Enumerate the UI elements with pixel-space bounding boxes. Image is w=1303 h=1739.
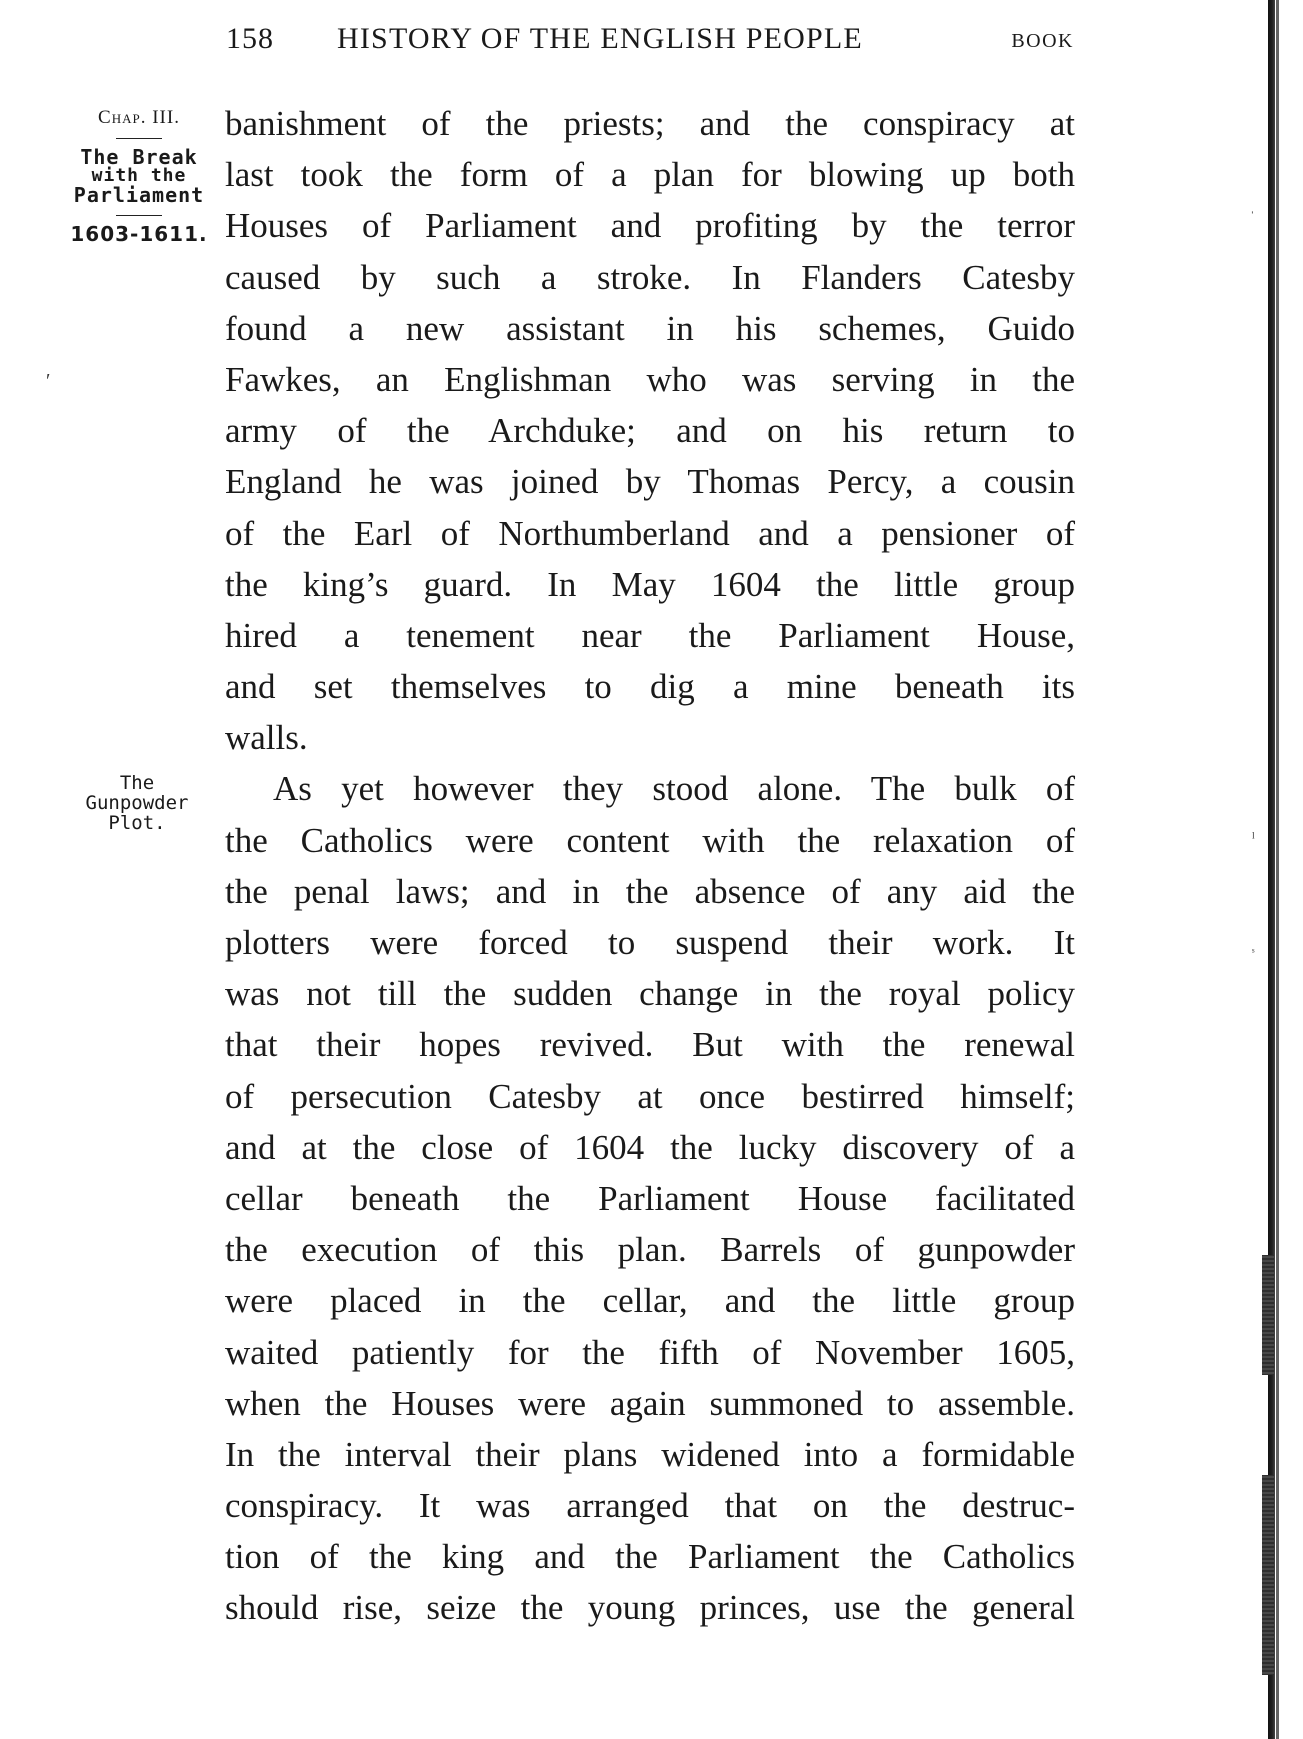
plot-note-line-3: Plot. — [108, 811, 166, 834]
text-line: plotters were forced to suspend their work. It — [225, 923, 1075, 962]
book-label: BOOK — [1011, 30, 1074, 52]
text-line: the Catholics were content with the relaxation of — [225, 820, 1075, 860]
section-title-line-1: The Break — [80, 144, 198, 169]
text-line: and set themselves to dig a mine beneath its — [225, 667, 1075, 707]
text-line: last took the form of a plan for blowing up both — [225, 155, 1075, 195]
text-line: was not till the sudden change in the royal policy — [225, 974, 1075, 1014]
date-range: 1603-1611. — [70, 221, 208, 246]
scan-speck: ˢ — [1252, 945, 1255, 959]
running-header — [222, 22, 1080, 62]
text-line: were placed in the cellar, and the little group — [225, 1281, 1075, 1321]
text-line: England he was joined by Thomas Percy, a cousin — [225, 462, 1075, 502]
binding-edge-shadow — [1276, 0, 1279, 1739]
text-line: and at the close of 1604 the lucky discovery of a — [225, 1127, 1075, 1167]
text-line: the penal laws; and in the absence of any aid the — [225, 871, 1075, 911]
text-line: conspiracy. It was arranged that on the destruc- — [225, 1486, 1075, 1526]
margin-note-gunpowder-plot — [62, 774, 212, 834]
chapter-label: Chap. III. — [98, 107, 180, 128]
text-line: army of the Archduke; and on his return to — [225, 411, 1075, 451]
text-line: Fawkes, an Englishman who was serving in the — [225, 359, 1075, 399]
page-number: 158 — [226, 22, 274, 55]
text-line: cellar beneath the Parliament House facilitated — [225, 1178, 1075, 1218]
section-title — [70, 144, 208, 207]
text-line: that their hopes revived. But with the renewal — [225, 1025, 1075, 1065]
text-line: hired a tenement near the Parliament House, — [225, 615, 1075, 655]
scan-speck: ˡ — [1252, 830, 1255, 847]
body-text — [225, 98, 1075, 1634]
scan-streak — [1262, 1255, 1274, 1375]
scan-streak — [1262, 1475, 1274, 1675]
text-line: of persecution Catesby at once bestirred himself; — [225, 1076, 1075, 1116]
stray-mark: ′ — [46, 370, 51, 392]
text-line: waited patiently for the fifth of November 1605, — [225, 1332, 1075, 1372]
margin-rule — [116, 138, 162, 139]
section-title-line-3: Parliament — [73, 182, 205, 207]
text-line: when the Houses were again summoned to assemble. — [225, 1383, 1075, 1423]
plot-note-line-2: Gunpowder — [85, 791, 189, 814]
text-line: walls. — [225, 718, 308, 758]
text-line: banishment of the priests; and the conspiracy at — [225, 104, 1075, 143]
margin-note-chapter-block — [70, 108, 208, 245]
text-line: caused by such a stroke. In Flanders Catesby — [225, 257, 1075, 297]
text-line: the execution of this plan. Barrels of gunpowder — [225, 1230, 1075, 1270]
text-line: of the Earl of Northumberland and a pensioner of — [225, 513, 1075, 553]
section-title-line-2: with the — [91, 164, 187, 186]
text-line: Houses of Parliament and profiting by the terror — [225, 206, 1075, 246]
scan-speck: ˈ — [1250, 210, 1255, 225]
text-line: should rise, seize the young princes, use the general — [225, 1588, 1075, 1628]
text-line: As yet however they stood alone. The bulk of — [273, 769, 1075, 809]
text-line: In the interval their plans widened into a formidable — [225, 1434, 1075, 1474]
plot-note-line-1: The — [119, 772, 155, 794]
margin-rule — [116, 215, 162, 216]
text-line: the king’s guard. In May 1604 the little group — [225, 564, 1075, 604]
text-line: tion of the king and the Parliament the Catholics — [225, 1537, 1075, 1577]
text-line: found a new assistant in his schemes, Guido — [225, 308, 1075, 348]
book-title: HISTORY OF THE ENGLISH PEOPLE — [337, 22, 863, 55]
